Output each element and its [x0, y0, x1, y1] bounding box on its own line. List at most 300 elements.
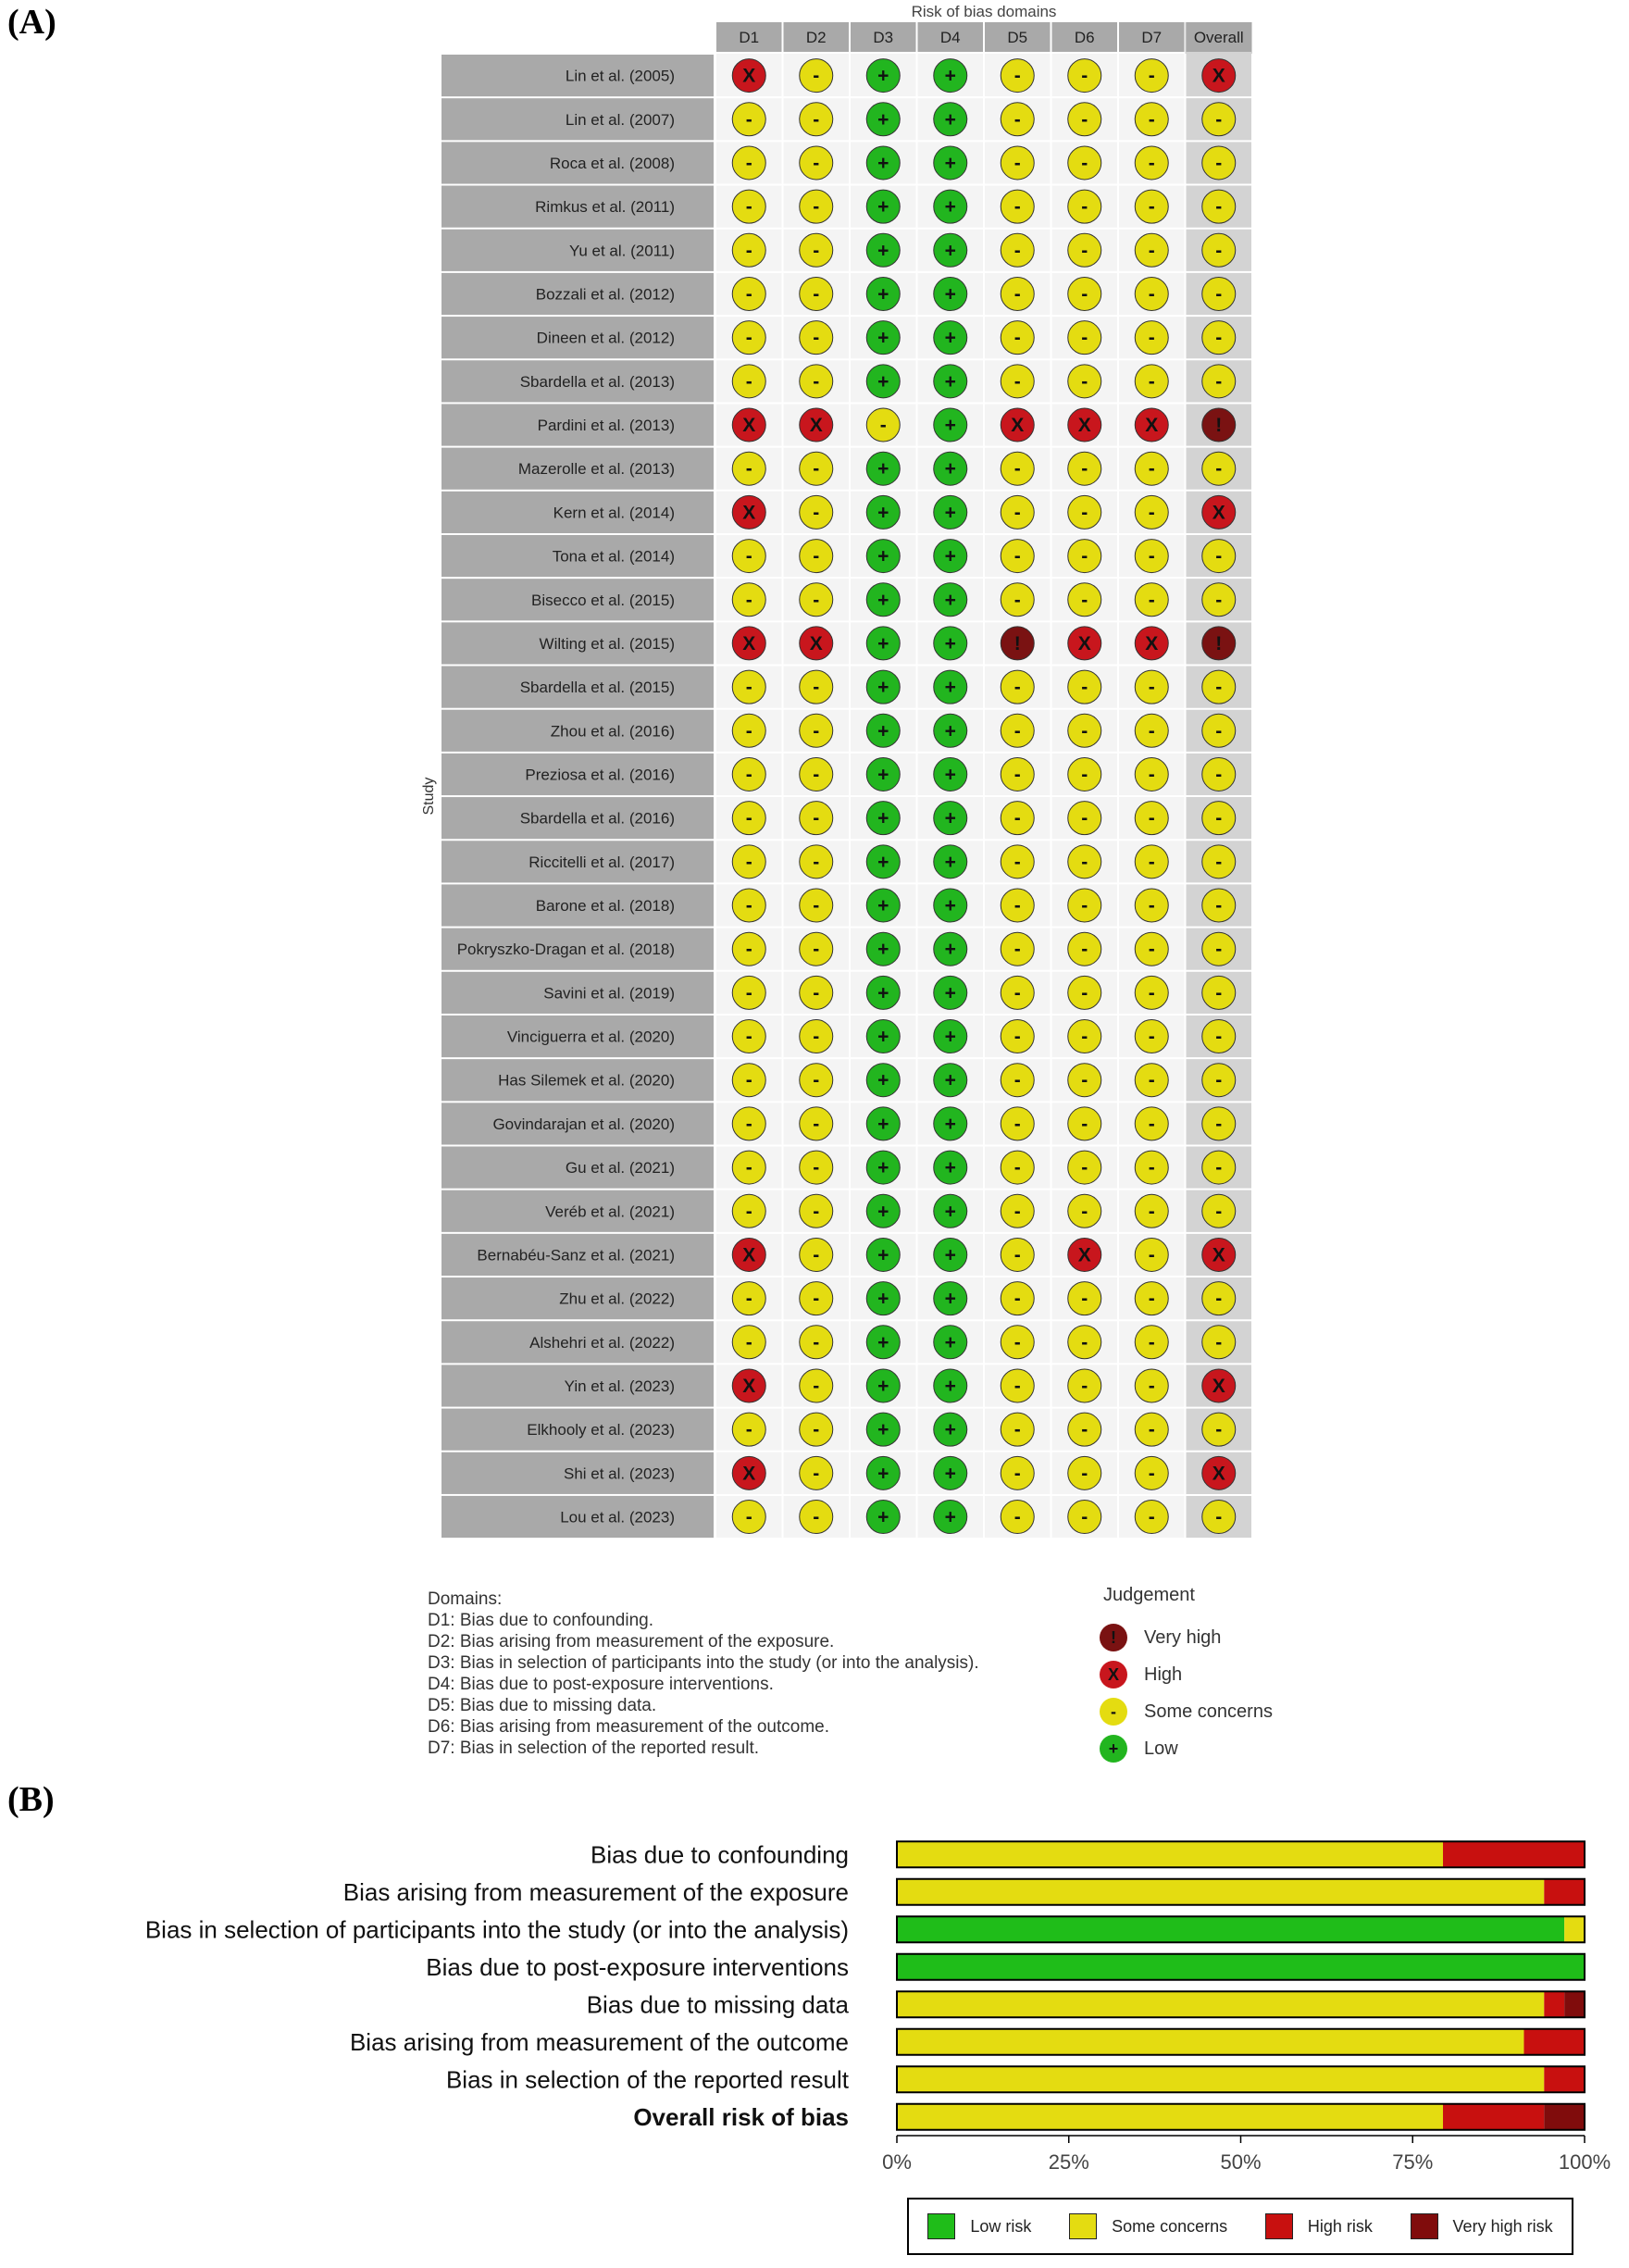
judgement-high-label: High — [1144, 1664, 1183, 1685]
judgement-symbol: - — [1013, 1506, 1021, 1528]
study-name: Yin et al. (2023) — [564, 1377, 675, 1395]
judgement-symbol: + — [877, 327, 889, 349]
judgement-symbol: + — [944, 65, 956, 87]
judgement-symbol: - — [1013, 807, 1021, 829]
judgement-symbol: + — [944, 720, 956, 742]
judgement-symbol: - — [813, 982, 820, 1004]
judgement-symbol: - — [1148, 1069, 1155, 1091]
judgement-symbol: - — [1081, 982, 1088, 1004]
judgement-symbol: - — [1148, 589, 1155, 611]
judgement-symbol: - — [1215, 1331, 1223, 1353]
domain-legend-d5: D5: Bias due to missing data. — [428, 1696, 657, 1715]
study-name: Govindarajan et al. (2020) — [492, 1115, 675, 1133]
judgement-symbol: - — [813, 458, 820, 480]
judgement-symbol: + — [877, 1157, 889, 1179]
judgement-symbol: + — [877, 1331, 889, 1353]
judgement-symbol: - — [1081, 1419, 1088, 1441]
judgement-symbol: - — [813, 1288, 820, 1310]
judgement-symbol: - — [813, 895, 820, 917]
domains-legend-title: Domains: — [428, 1589, 503, 1609]
judgement-symbol: - — [1148, 939, 1155, 961]
judgement-symbol: + — [877, 720, 889, 742]
judgement-symbol: - — [1215, 1419, 1223, 1441]
judgement-symbol: - — [1013, 720, 1021, 742]
judgement-symbol: - — [1148, 458, 1155, 480]
judgement-symbol: - — [879, 415, 887, 437]
category-label: Overall risk of bias — [633, 2102, 849, 2131]
judgement-symbol: - — [745, 807, 752, 829]
study-name: Vinciguerra et al. (2020) — [506, 1028, 675, 1046]
very-high-dot-icon: ! — [1100, 1624, 1127, 1651]
judgement-symbol: - — [745, 1157, 752, 1179]
judgement-symbol: - — [1081, 677, 1088, 699]
x-tick-label: 25% — [1048, 2150, 1089, 2174]
judgement-symbol: - — [1215, 1069, 1223, 1091]
domain-legend-d3: D3: Bias in selection of participants into the study (or into the analysis). — [428, 1653, 979, 1673]
judgement-symbol: + — [944, 283, 956, 305]
some-concerns-dot-icon: - — [1100, 1698, 1127, 1726]
bar-segment — [1544, 2104, 1585, 2130]
judgement-symbol: - — [1013, 1113, 1021, 1135]
judgement-symbol: + — [944, 108, 956, 131]
judgement-symbol: - — [1148, 1244, 1155, 1266]
judgement-symbol: - — [745, 982, 752, 1004]
judgement-symbol: - — [813, 545, 820, 567]
judgement-symbol: - — [745, 1331, 752, 1353]
bar-segment — [897, 2066, 1544, 2092]
study-name: Barone et al. (2018) — [535, 897, 675, 916]
judgement-symbol: + — [877, 677, 889, 699]
judgement-symbol: X — [809, 632, 823, 654]
judgement-symbol: ! — [1215, 415, 1223, 437]
judgement-symbol: + — [877, 458, 889, 480]
judgement-symbol: - — [1148, 1113, 1155, 1135]
judgement-symbol: - — [745, 196, 752, 218]
judgement-symbol: + — [944, 1244, 956, 1266]
judgement-symbol: + — [877, 589, 889, 611]
judgement-symbol: - — [813, 1113, 820, 1135]
judgement-symbol: - — [813, 1463, 820, 1485]
judgement-symbol: - — [1148, 370, 1155, 393]
judgement-symbol: - — [1013, 1026, 1021, 1048]
judgement-symbol: - — [813, 720, 820, 742]
judgement-symbol: - — [1081, 939, 1088, 961]
study-name: Wilting et al. (2015) — [539, 634, 675, 653]
summary-legend — [907, 2198, 1573, 2255]
category-label: Bias arising from measurement of the exposure — [342, 1877, 849, 1906]
judgement-symbol: + — [877, 1288, 889, 1310]
study-name: Yu et al. (2011) — [568, 242, 675, 260]
judgement-symbol: - — [1013, 677, 1021, 699]
judgement-symbol: - — [745, 851, 752, 873]
judgement-symbol: - — [1013, 283, 1021, 305]
study-name: Veréb et al. (2021) — [545, 1203, 675, 1221]
judgement-symbol: + — [877, 895, 889, 917]
judgement-symbol: - — [1148, 1288, 1155, 1310]
x-tick-label: 75% — [1392, 2150, 1434, 2174]
judgement-symbol: - — [745, 1419, 752, 1441]
judgement-symbol: - — [813, 152, 820, 174]
judgement-symbol: - — [1013, 327, 1021, 349]
judgement-symbol: - — [1013, 108, 1021, 131]
judgement-symbol: - — [1081, 502, 1088, 524]
judgement-symbol: - — [813, 1419, 820, 1441]
judgement-symbol: X — [742, 1463, 756, 1485]
judgement-symbol: - — [1013, 1157, 1021, 1179]
judgement-symbol: - — [1081, 764, 1088, 786]
study-name: Sbardella et al. (2013) — [519, 372, 675, 391]
judgement-symbol: - — [1215, 1026, 1223, 1048]
judgement-symbol: - — [1013, 502, 1021, 524]
judgement-symbol: - — [745, 283, 752, 305]
column-header-label: D5 — [1007, 29, 1028, 46]
judgement-symbol: + — [877, 108, 889, 131]
study-name: Lin et al. (2007) — [565, 110, 675, 129]
study-name: Alshehri et al. (2022) — [529, 1333, 675, 1352]
judgement-symbol: - — [1215, 1201, 1223, 1223]
judgement-symbol: - — [813, 108, 820, 131]
study-name: Roca et al. (2008) — [549, 154, 675, 172]
judgement-symbol: - — [1148, 283, 1155, 305]
judgement-symbol: - — [1148, 895, 1155, 917]
judgement-symbol: + — [944, 807, 956, 829]
judgement-symbol: - — [1081, 327, 1088, 349]
judgement-symbol: - — [745, 1026, 752, 1048]
legend-high-risk — [1265, 2213, 1373, 2239]
judgement-symbol: + — [944, 982, 956, 1004]
judgement-symbol: + — [877, 1244, 889, 1266]
judgement-symbol: - — [1013, 1419, 1021, 1441]
judgement-symbol: + — [944, 851, 956, 873]
study-name: Lou et al. (2023) — [560, 1508, 675, 1527]
row-axis-label: Study — [421, 777, 437, 816]
column-header-label: D6 — [1074, 29, 1095, 46]
judgement-symbol: + — [944, 1506, 956, 1528]
x-tick-label: 100% — [1558, 2150, 1611, 2174]
judgement-symbol: + — [877, 240, 889, 262]
judgement-symbol: - — [813, 283, 820, 305]
judgement-symbol: + — [944, 1157, 956, 1179]
judgement-symbol: - — [1148, 1375, 1155, 1397]
judgement-symbol: - — [1215, 370, 1223, 393]
judgement-symbol: + — [877, 851, 889, 873]
judgement-symbol: - — [1081, 370, 1088, 393]
judgement-symbol: - — [1013, 982, 1021, 1004]
judgement-symbol: - — [1013, 1288, 1021, 1310]
bar-segment — [897, 1841, 1443, 1867]
judgement-symbol: + — [877, 764, 889, 786]
column-header-label: D7 — [1141, 29, 1163, 46]
judgement-symbol: - — [1081, 1375, 1088, 1397]
judgement-symbol: - — [745, 720, 752, 742]
judgement-symbol: - — [813, 677, 820, 699]
judgement-symbol: X — [1212, 65, 1225, 87]
judgement-symbol: - — [1215, 807, 1223, 829]
judgement-symbol: + — [877, 632, 889, 654]
judgement-symbol: - — [1215, 939, 1223, 961]
bar-segment — [1523, 2029, 1585, 2055]
legend-very-high-risk-label: Very high risk — [1452, 2216, 1553, 2236]
judgement-symbol: + — [877, 370, 889, 393]
judgement-symbol: - — [1081, 1506, 1088, 1528]
judgement-symbol: - — [813, 939, 820, 961]
judgement-symbol: - — [1148, 502, 1155, 524]
judgement-symbol: - — [813, 240, 820, 262]
judgement-symbol: + — [944, 1201, 956, 1223]
judgement-symbol: - — [1215, 589, 1223, 611]
bar-segment — [897, 1991, 1544, 2017]
judgement-symbol: - — [1215, 283, 1223, 305]
very-high-risk-swatch — [1411, 2213, 1438, 2239]
study-name: Bisecco et al. (2015) — [531, 591, 675, 609]
judgement-symbol: ! — [1215, 632, 1223, 654]
judgement-symbol: + — [877, 502, 889, 524]
judgement-symbol: + — [877, 982, 889, 1004]
judgement-legend-title: Judgement — [1103, 1585, 1195, 1605]
judgement-symbol: - — [745, 458, 752, 480]
study-name: Bernabéu-Sanz et al. (2021) — [477, 1246, 675, 1265]
judgement-symbol: X — [809, 415, 823, 437]
study-name: Dineen et al. (2012) — [536, 329, 675, 347]
category-label: Bias due to post-exposure interventions — [426, 1952, 849, 1981]
judgement-symbol: + — [877, 939, 889, 961]
judgement-very-high — [1100, 1619, 1377, 1656]
bar-segment — [1443, 2104, 1544, 2130]
judgement-symbol: + — [944, 1113, 956, 1135]
judgement-symbol: - — [813, 370, 820, 393]
table-title: Risk of bias domains — [911, 3, 1057, 20]
judgement-symbol: X — [742, 1375, 756, 1397]
column-header-label: D4 — [939, 29, 961, 46]
judgement-symbol: ! — [1013, 632, 1021, 654]
judgement-symbol: - — [813, 851, 820, 873]
high-risk-swatch — [1265, 2213, 1293, 2239]
judgement-symbol: - — [1081, 240, 1088, 262]
judgement-symbol: - — [1013, 851, 1021, 873]
panel-b-label: (B) — [7, 1780, 55, 1819]
judgement-symbol: - — [1148, 65, 1155, 87]
study-name: Mazerolle et al. (2013) — [517, 460, 675, 479]
judgement-symbol: - — [1081, 545, 1088, 567]
judgement-symbol: + — [944, 589, 956, 611]
judgement-symbol: - — [1081, 1201, 1088, 1223]
judgement-symbol: X — [1212, 1463, 1225, 1485]
judgement-symbol: - — [745, 108, 752, 131]
study-name: Kern et al. (2014) — [553, 504, 675, 522]
bar-segment — [897, 1916, 1564, 1942]
judgement-symbol: - — [1081, 1157, 1088, 1179]
judgement-symbol: - — [1148, 196, 1155, 218]
judgement-symbol: - — [745, 1201, 752, 1223]
study-name: Sbardella et al. (2015) — [519, 679, 675, 697]
judgement-symbol: + — [944, 1463, 956, 1485]
judgement-symbol: X — [1077, 1244, 1091, 1266]
judgement-symbol: - — [1013, 1201, 1021, 1223]
study-name: Bozzali et al. (2012) — [535, 285, 675, 304]
judgement-symbol: + — [944, 939, 956, 961]
judgement-symbol: - — [745, 677, 752, 699]
column-header-label: D3 — [873, 29, 894, 46]
summary-bar-chart — [0, 1777, 1629, 2185]
judgement-very-high-label: Very high — [1144, 1626, 1222, 1648]
judgement-symbol: - — [813, 764, 820, 786]
judgement-symbol: - — [1148, 240, 1155, 262]
judgement-symbol: - — [1013, 589, 1021, 611]
judgement-symbol: - — [1081, 1331, 1088, 1353]
judgement-symbol: + — [877, 1026, 889, 1048]
judgement-symbol: - — [813, 1026, 820, 1048]
judgement-symbol: - — [813, 502, 820, 524]
study-name: Shi et al. (2023) — [563, 1464, 675, 1483]
judgement-symbol: - — [1215, 327, 1223, 349]
judgement-symbol: + — [877, 1113, 889, 1135]
judgement-symbol: - — [813, 1244, 820, 1266]
judgement-symbol: X — [1077, 632, 1091, 654]
judgement-symbol: + — [877, 196, 889, 218]
legend-low-risk — [927, 2213, 1031, 2239]
judgement-some-concerns — [1100, 1693, 1377, 1730]
category-label: Bias due to missing data — [586, 1990, 849, 2019]
judgement-symbol: - — [813, 1157, 820, 1179]
judgement-symbol: - — [745, 1288, 752, 1310]
judgement-symbol: + — [877, 1201, 889, 1223]
judgement-symbol: + — [944, 502, 956, 524]
category-label: Bias due to confounding — [591, 1840, 849, 1869]
judgement-symbol: + — [944, 1419, 956, 1441]
study-name: Preziosa et al. (2016) — [525, 766, 675, 784]
judgement-symbol: - — [1148, 108, 1155, 131]
judgement-symbol: - — [1215, 196, 1223, 218]
judgement-symbol: - — [1013, 458, 1021, 480]
judgement-symbol: + — [877, 545, 889, 567]
judgement-symbol: - — [1148, 677, 1155, 699]
judgement-symbol: - — [1148, 1026, 1155, 1048]
judgement-symbol: X — [742, 65, 756, 87]
judgement-symbol: - — [1215, 1157, 1223, 1179]
judgement-symbol: - — [1215, 1288, 1223, 1310]
judgement-symbol: - — [745, 545, 752, 567]
bar-segment — [1544, 2066, 1585, 2092]
bar-segment — [897, 2029, 1523, 2055]
judgement-symbol: - — [745, 240, 752, 262]
judgement-symbol: - — [745, 764, 752, 786]
judgement-legend — [1100, 1585, 1377, 1767]
judgement-symbol: - — [1148, 720, 1155, 742]
judgement-symbol: - — [1148, 1331, 1155, 1353]
judgement-symbol: - — [1215, 1506, 1223, 1528]
bar-segment — [1544, 1991, 1564, 2017]
judgement-symbol: + — [944, 1069, 956, 1091]
judgement-symbol: - — [745, 370, 752, 393]
judgement-symbol: X — [1011, 415, 1025, 437]
judgement-symbol: - — [1148, 982, 1155, 1004]
some-concerns-swatch — [1069, 2213, 1097, 2239]
judgement-symbol: - — [1081, 283, 1088, 305]
judgement-symbol: - — [745, 1506, 752, 1528]
judgement-symbol: - — [1013, 895, 1021, 917]
judgement-symbol: - — [1215, 982, 1223, 1004]
judgement-high — [1100, 1656, 1377, 1693]
judgement-symbol: - — [1148, 327, 1155, 349]
judgement-symbol: - — [745, 1069, 752, 1091]
judgement-symbol: - — [1215, 152, 1223, 174]
study-name: Zhu et al. (2022) — [559, 1290, 675, 1308]
judgement-symbol: - — [1013, 152, 1021, 174]
judgement-symbol: + — [877, 283, 889, 305]
judgement-symbol: - — [1081, 895, 1088, 917]
judgement-symbol: + — [877, 807, 889, 829]
judgement-symbol: + — [877, 1419, 889, 1441]
bar-segment — [897, 1954, 1585, 1980]
judgement-symbol: - — [1081, 1069, 1088, 1091]
judgement-symbol: - — [813, 1506, 820, 1528]
judgement-symbol: - — [813, 327, 820, 349]
judgement-symbol: + — [944, 327, 956, 349]
judgement-symbol: + — [944, 152, 956, 174]
bar-segment — [1443, 1841, 1585, 1867]
judgement-symbol: - — [745, 895, 752, 917]
judgement-symbol: - — [1013, 1244, 1021, 1266]
study-name: Riccitelli et al. (2017) — [528, 853, 675, 871]
judgement-symbol: - — [1081, 1113, 1088, 1135]
judgement-symbol: - — [1215, 851, 1223, 873]
judgement-symbol: - — [1215, 764, 1223, 786]
judgement-symbol: - — [1081, 108, 1088, 131]
judgement-symbol: - — [813, 1331, 820, 1353]
bar-segment — [897, 2104, 1443, 2130]
legend-low-risk-label: Low risk — [970, 2216, 1032, 2236]
judgement-symbol: - — [1148, 152, 1155, 174]
judgement-symbol: + — [944, 370, 956, 393]
legend-some-concerns-label: Some concerns — [1112, 2216, 1228, 2236]
judgement-symbol: - — [1148, 807, 1155, 829]
judgement-symbol: - — [1215, 458, 1223, 480]
judgement-symbol: - — [1013, 764, 1021, 786]
judgement-symbol: - — [1081, 851, 1088, 873]
judgement-symbol: - — [1081, 196, 1088, 218]
judgement-symbol: - — [1148, 764, 1155, 786]
study-name: Elkhooly et al. (2023) — [527, 1421, 675, 1439]
panel-a-label: (A) — [7, 3, 56, 42]
judgement-symbol: + — [944, 458, 956, 480]
judgement-symbol: - — [1148, 545, 1155, 567]
judgement-symbol: + — [944, 764, 956, 786]
column-header-label: D2 — [805, 29, 827, 46]
judgement-symbol: X — [1145, 415, 1159, 437]
judgement-symbol: + — [877, 1463, 889, 1485]
judgement-symbol: - — [745, 1113, 752, 1135]
study-name: Savini et al. (2019) — [543, 984, 675, 1003]
category-label: Bias arising from measurement of the outcome — [349, 2027, 849, 2056]
judgement-symbol: - — [1013, 1375, 1021, 1397]
judgement-symbol: - — [1013, 1463, 1021, 1485]
judgement-symbol: + — [944, 1375, 956, 1397]
judgement-symbol: + — [877, 1506, 889, 1528]
judgement-symbol: - — [1148, 1463, 1155, 1485]
judgement-symbol: - — [1215, 108, 1223, 131]
study-name: Tona et al. (2014) — [552, 547, 675, 566]
judgement-symbol: + — [877, 1069, 889, 1091]
study-name: Rimkus et al. (2011) — [535, 198, 675, 217]
study-name: Lin et al. (2005) — [565, 67, 675, 85]
study-name: Zhou et al. (2016) — [550, 722, 675, 741]
judgement-symbol: X — [1212, 1375, 1225, 1397]
judgement-symbol: + — [944, 415, 956, 437]
judgement-symbol: X — [742, 1244, 756, 1266]
domain-legend-d6: D6: Bias arising from measurement of the outcome. — [428, 1717, 830, 1737]
bar-segment — [897, 1879, 1544, 1905]
judgement-symbol: - — [1148, 1201, 1155, 1223]
